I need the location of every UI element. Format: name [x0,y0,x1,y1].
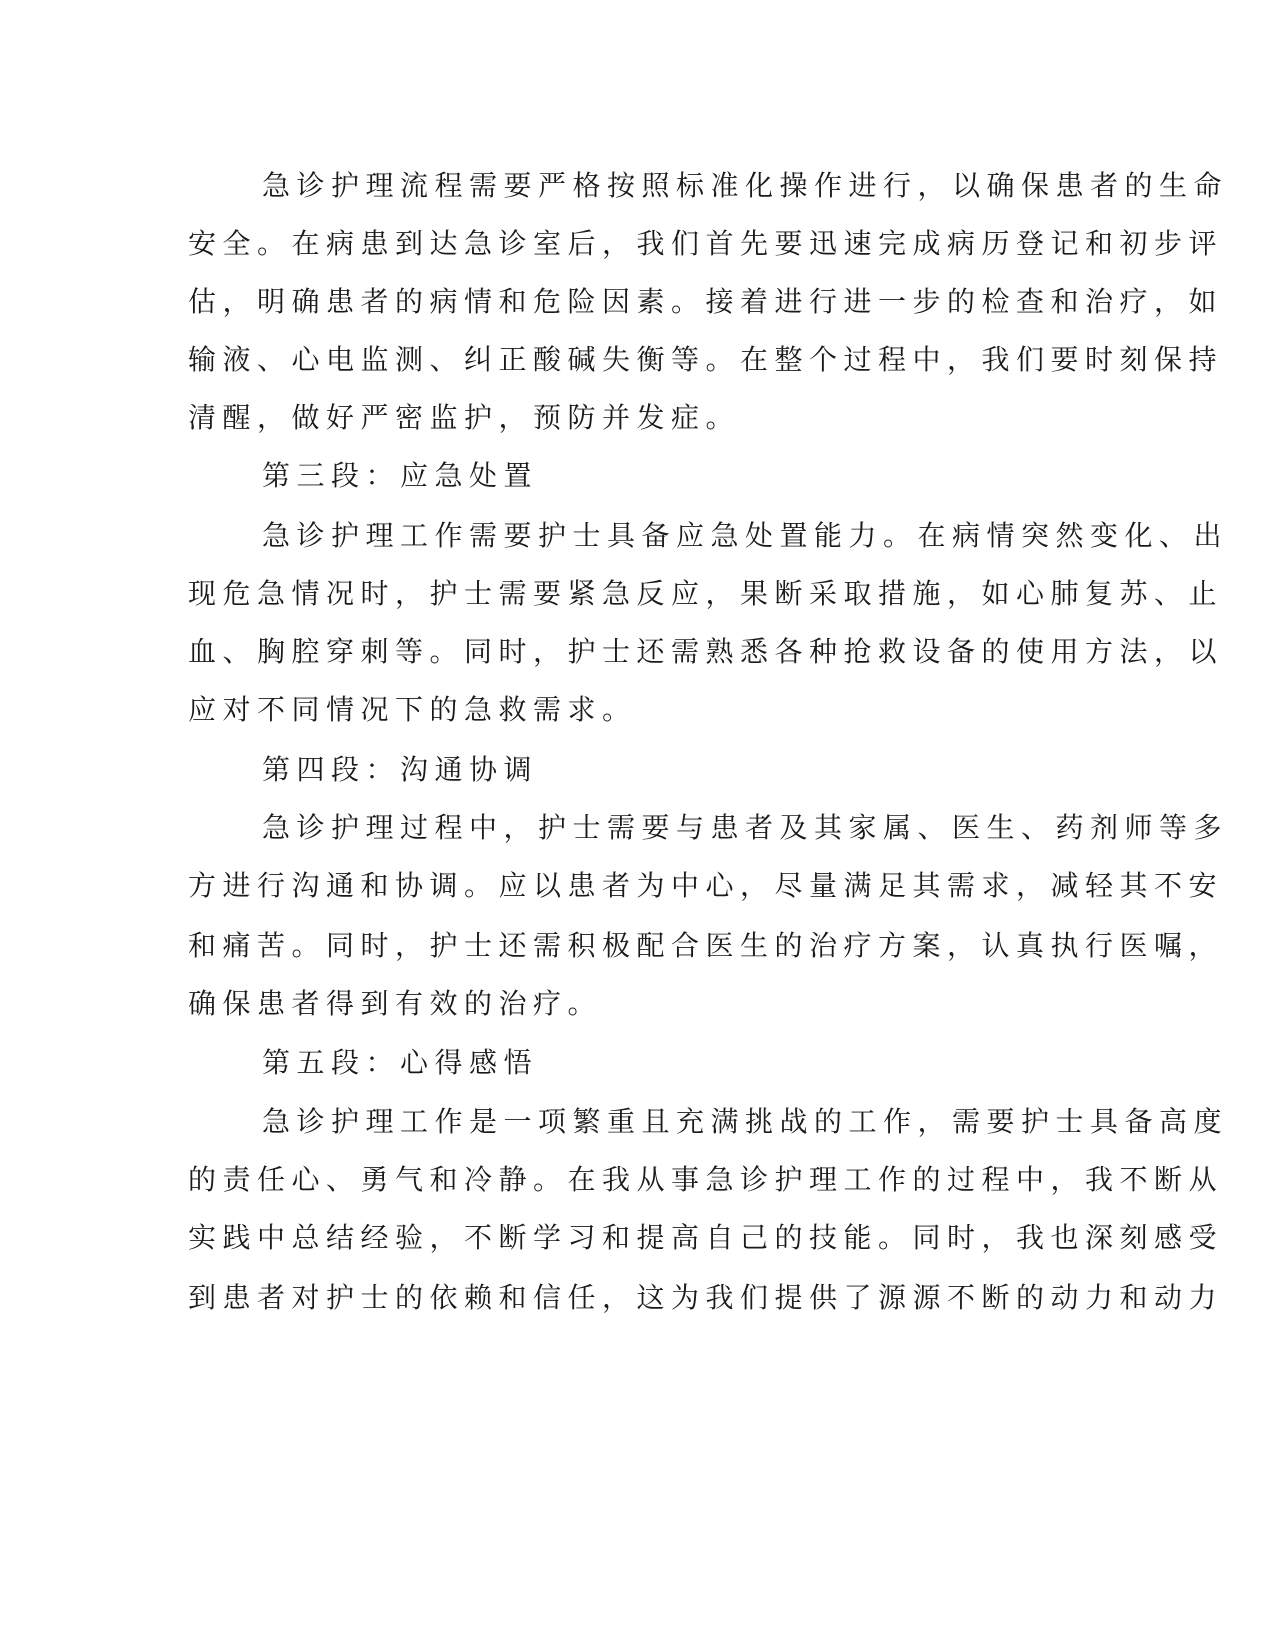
paragraph-line: 安全。在病患到达急诊室后，我们首先要迅速完成病历登记和初步评 [188,227,1224,260]
paragraph-line: 方进行沟通和协调。应以患者为中心，尽量满足其需求，减轻其不安 [188,869,1224,902]
paragraph-line: 急诊护理工作需要护士具备应急处置能力。在病情突然变化、出 [262,519,1229,552]
paragraph-line: 现危急情况时，护士需要紧急反应，果断采取措施，如心肺复苏、止 [188,577,1224,610]
paragraph-line: 确保患者得到有效的治疗。 [188,987,603,1020]
paragraph-line: 估，明确患者的病情和危险因素。接着进行进一步的检查和治疗，如 [188,285,1224,318]
paragraph-line: 清醒，做好严密监护，预防并发症。 [188,401,741,434]
section-heading: 第四段：沟通协调 [262,753,539,786]
paragraph-line: 急诊护理流程需要严格按照标准化操作进行，以确保患者的生命 [262,169,1229,202]
paragraph-line: 血、胸腔穿刺等。同时，护士还需熟悉各种抢救设备的使用方法，以 [188,635,1224,668]
section-heading: 第三段：应急处置 [262,459,539,492]
paragraph-line: 急诊护理工作是一项繁重且充满挑战的工作，需要护士具备高度 [262,1105,1229,1138]
section-heading: 第五段：心得感悟 [262,1046,539,1079]
paragraph-line: 和痛苦。同时，护士还需积极配合医生的治疗方案，认真执行医嘱， [188,929,1224,962]
paragraph-line: 的责任心、勇气和冷静。在我从事急诊护理工作的过程中，我不断从 [188,1163,1224,1196]
paragraph-line: 输液、心电监测、纠正酸碱失衡等。在整个过程中，我们要时刻保持 [188,343,1224,376]
paragraph-line: 到患者对护士的依赖和信任，这为我们提供了源源不断的动力和动力 [188,1281,1224,1314]
paragraph-line: 急诊护理过程中，护士需要与患者及其家属、医生、药剂师等多 [262,811,1229,844]
paragraph-line: 应对不同情况下的急救需求。 [188,693,637,726]
paragraph-line: 实践中总结经验，不断学习和提高自己的技能。同时，我也深刻感受 [188,1221,1224,1254]
